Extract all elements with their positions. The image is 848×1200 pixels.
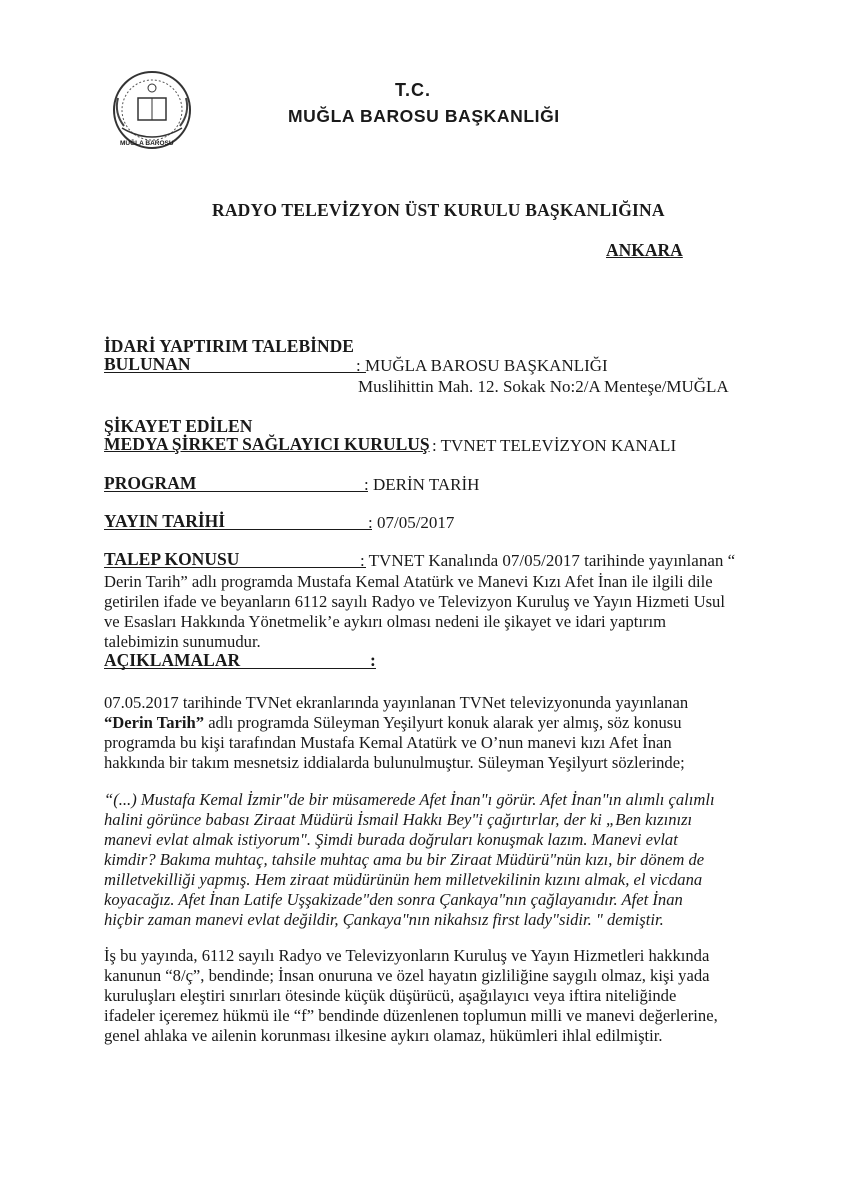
quote-line: halini görünce babası Ziraat Müdürü İsmail Hakkı Bey"i çağırtırlar, der ki „Ben kızınızı bbox=[104, 810, 693, 829]
quote-line: milletvekilliği yapmış. Hem ziraat müdürünün hem milletvekilinin kızını almak, el vicdana bbox=[104, 870, 703, 889]
seal-text: MUĞLA BAROSU bbox=[120, 140, 174, 147]
bar-association-seal bbox=[100, 68, 204, 158]
program-value: : DERİN TARİH bbox=[364, 475, 480, 494]
applicant-address: Muslihittin Mah. 12. Sokak No:2/A Menteşe/MUĞLA bbox=[358, 377, 729, 396]
subject-line: getirilen ifade ve beyanların 6112 sayılı Radyo ve Televizyon Kuruluş ve Yayın Hizmeti Usul bbox=[104, 592, 725, 611]
subject-line: : TVNET Kanalında 07/05/2017 tarihinde yayınlanan “ bbox=[360, 551, 736, 570]
subject-line: talebimizin sunumudur. bbox=[104, 632, 261, 651]
subject-label: TALEP KONUSU bbox=[104, 549, 240, 569]
paragraph-line-rest: adlı programda Süleyman Yeşilyurt konuk alarak yer almış, söz konusu bbox=[204, 713, 682, 732]
date-value: : 07/05/2017 bbox=[368, 513, 455, 532]
program-underline bbox=[104, 491, 368, 492]
respondent-label-line1: ŞİKAYET EDİLEN bbox=[104, 416, 253, 436]
quote-line: hiçbir zaman manevi evlat değildir, Çankaya"nın nikahsız first lady"sidir. " demiştir. bbox=[104, 910, 664, 929]
explanations-label: AÇIKLAMALAR bbox=[104, 650, 241, 670]
paragraph-line: kuruluşları eleştiri sınırları ötesinde küçük düşürücü, aşağılayıcı veya iftira niteliğinde bbox=[104, 986, 677, 1005]
date-underline bbox=[104, 529, 372, 530]
paragraph-2 bbox=[104, 946, 746, 1046]
subject-line: Derin Tarih” adlı programda Mustafa Kemal Atatürk ve Manevi Kızı Afet İnan ile ilgili dile bbox=[104, 572, 713, 591]
paragraph-line bbox=[104, 713, 746, 733]
paragraph-line: kanunun “8/ç”, bendinde; İnsan onuruna ve özel hayatın gizliliğine saygılı olmaz, kişi yada bbox=[104, 966, 710, 985]
applicant-label-line1: İDARİ YAPTIRIM TALEBİNDE bbox=[104, 336, 354, 356]
quote-line: manevi evlat almak istiyorum". Şimdi burada doğruları konuşmak lazım. Manevi evlat bbox=[104, 830, 678, 849]
paragraph-line: genel ahlaka ve ailenin korunması ilkesine aykırı olamaz, hükümleri ihlal edilmiştir. bbox=[104, 1026, 663, 1045]
paragraph-line: İş bu yayında, 6112 sayılı Radyo ve Televizyonların Kuruluş ve Yayın Hizmetleri hakkında bbox=[104, 946, 710, 965]
recipient-city: ANKARA bbox=[606, 240, 683, 260]
quote-line: “(...) Mustafa Kemal İzmir"de bir müsamerede Afet İnan"ı görür. Afet İnan"ın alımlı çalımlı bbox=[104, 790, 715, 809]
quote-line: kimdir? Bakıma muhtaç, tahsile muhtaç ama bu bir Ziraat Müdürü"nün kızı, bir dönem de bbox=[104, 850, 705, 869]
paragraph-line: programda bu kişi tarafından Mustafa Kemal Atatürk ve O’nun manevi kızı Afet İnan bbox=[104, 733, 672, 752]
quote-block bbox=[104, 790, 746, 930]
organization-heading: MUĞLA BAROSU BAŞKANLIĞI bbox=[288, 106, 560, 126]
explanations-colon: : bbox=[370, 650, 376, 670]
recipient-name: RADYO TELEVİZYON ÜST KURULU BAŞKANLIĞINA bbox=[212, 200, 665, 220]
paragraph-line: 07.05.2017 tarihinde TVNet ekranlarında yayınlanan TVNet televizyonunda yayınlanan bbox=[104, 693, 689, 712]
tc-label: T.C. bbox=[395, 80, 432, 100]
applicant-value: : MUĞLA BAROSU BAŞKANLIĞI bbox=[356, 356, 608, 375]
applicant-underline bbox=[104, 372, 366, 373]
respondent-value: : TVNET TELEVİZYON KANALI bbox=[432, 436, 677, 455]
program-name-bold: “Derin Tarih” bbox=[104, 713, 205, 732]
respondent-label-line2: MEDYA ŞİRKET SAĞLAYICI KURULUŞ bbox=[104, 434, 430, 454]
paragraph-line: hakkında bir takım mesnetsiz iddialarda bulunulmuştur. Süleyman Yeşilyurt sözlerinde; bbox=[104, 753, 685, 772]
applicant-label-line2: BULUNAN bbox=[104, 354, 191, 374]
quote-line: koyacağız. Afet İnan Latife Uşşakizade"den sonra Çankaya"nın çağlayanıdır. Afet İnan bbox=[104, 890, 683, 909]
subject-text bbox=[104, 572, 746, 652]
paragraph-line: ifadeler içeremez hükmü ile “f” bendinde düzenlenen toplumun milli ve manevi değerlerine, bbox=[104, 1006, 718, 1025]
subject-underline bbox=[104, 567, 366, 568]
subject-line: ve Esasları Hakkında Yönetmelik’e aykırı olması nedeni ile şikayet ve idari yaptırım bbox=[104, 612, 667, 631]
program-label: PROGRAM bbox=[104, 473, 197, 493]
paragraph-1 bbox=[104, 693, 746, 773]
explanations-underline bbox=[104, 668, 376, 669]
date-label: YAYIN TARİHİ bbox=[104, 511, 226, 531]
